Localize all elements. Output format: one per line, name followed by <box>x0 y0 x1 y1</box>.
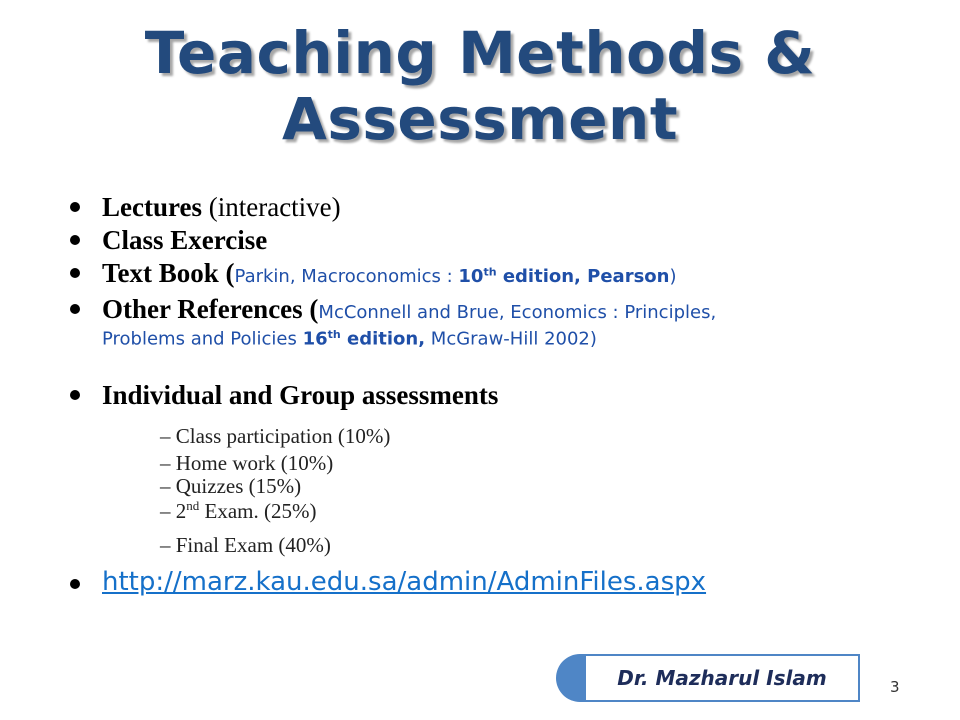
edition-number: 16 <box>302 328 328 350</box>
bullet-dot <box>70 268 80 278</box>
exam-detail: Exam. (25%) <box>199 499 317 523</box>
bullet-dot <box>70 235 80 245</box>
exam-superscript: nd <box>186 498 200 513</box>
bullet-text-line-1 <box>102 294 716 325</box>
bullet-dot <box>70 202 80 212</box>
sub-item-second-exam <box>160 498 316 524</box>
bullet-dot <box>70 304 80 314</box>
bullet-dot <box>70 390 80 400</box>
title-line-1: Teaching Methods & <box>144 19 816 87</box>
edition-label: edition, <box>340 328 426 350</box>
bullet-text <box>102 192 341 223</box>
admin-files-link[interactable]: http://marz.kau.edu.sa/admin/AdminFiles.aspx <box>102 567 707 597</box>
bullet-dot <box>70 579 80 589</box>
bullet-text-line-2 <box>102 328 597 349</box>
bullet-text <box>102 258 677 289</box>
reference-detail-c: McGraw-Hill 2002) <box>425 328 597 350</box>
exam-prefix: – 2 <box>160 499 187 523</box>
sub-item-class-participation: – Class participation (10%) <box>160 424 391 448</box>
bullet-text: Individual and Group assessments <box>102 380 499 410</box>
bullet-bold-label: Text Book ( <box>102 258 235 288</box>
bullet-text: Class Exercise <box>102 225 268 255</box>
edition-number: 10 <box>458 266 484 287</box>
reference-detail-b: Problems and Policies <box>102 328 303 350</box>
sub-item-final-exam: – Final Exam (40%) <box>160 533 331 557</box>
bullet-detail: (interactive) <box>201 192 341 222</box>
edition-superscript: th <box>327 328 341 341</box>
page-number: 3 <box>890 678 900 696</box>
reference-detail-a: McConnell and Brue, Economics : Principles, <box>318 302 717 323</box>
author-name: Dr. Mazharul Islam <box>584 654 860 702</box>
edition-superscript: th <box>483 265 497 279</box>
sub-item-home-work: – Home work (10%) <box>160 451 334 475</box>
closing-paren: ) <box>669 266 677 287</box>
title-line-2: Assessment <box>281 85 679 153</box>
slide-title <box>0 20 960 152</box>
bullet-bold-label: Other References ( <box>102 294 319 324</box>
bullet-bold-label: Lectures <box>102 192 202 222</box>
book-author-title: Parkin, Macroconomics : <box>234 266 459 287</box>
edition-publisher: edition, Pearson <box>496 266 670 287</box>
sub-item-quizzes: – Quizzes (15%) <box>160 474 302 498</box>
